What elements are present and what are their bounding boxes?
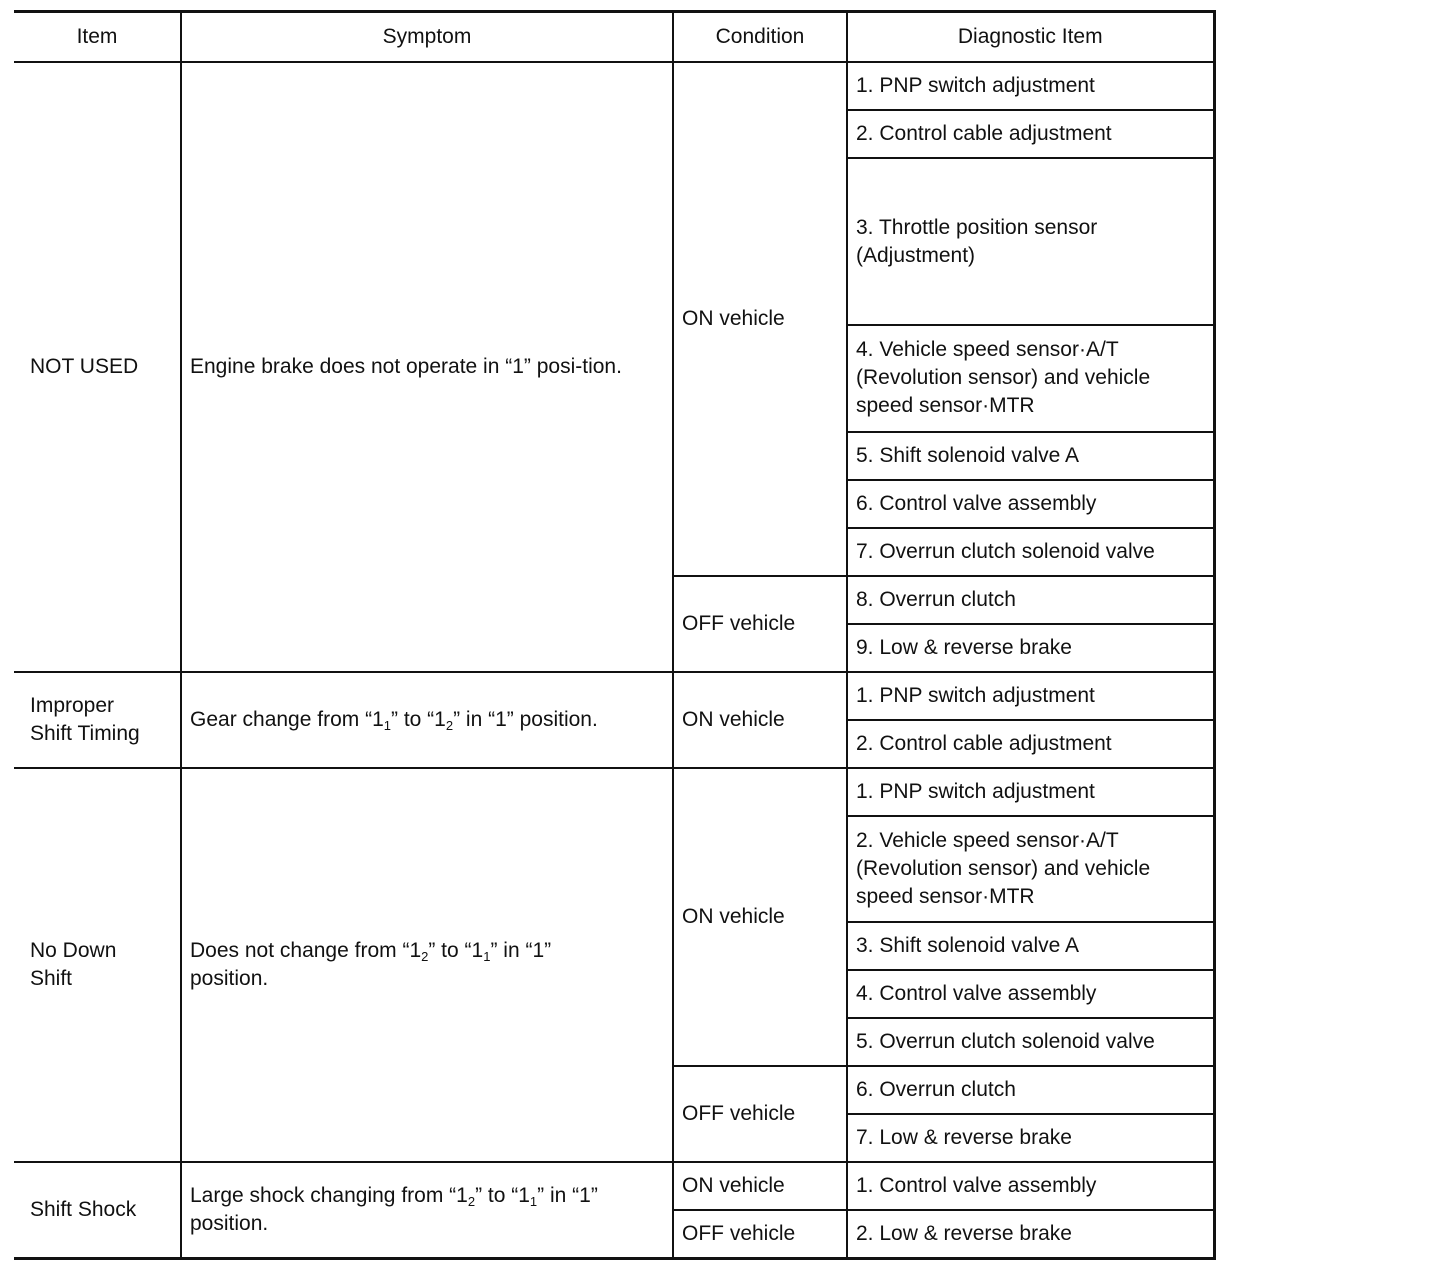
condition-cell: OFF vehicle xyxy=(673,576,847,672)
condition-cell: ON vehicle xyxy=(673,62,847,576)
header-condition: Condition xyxy=(673,12,847,63)
symptom-text: ” to “1 xyxy=(391,707,446,731)
symptom-text: ” to “1 xyxy=(428,939,484,963)
diagnostic-table xyxy=(14,10,1216,1260)
table-row xyxy=(14,62,1214,110)
item-line: No Down xyxy=(30,939,117,963)
subscript: 2 xyxy=(445,717,454,733)
table-row xyxy=(14,768,1214,816)
diagnostic-cell: 7. Low & reverse brake xyxy=(847,1114,1214,1162)
diagnostic-cell: 4. Control valve assembly xyxy=(847,970,1214,1018)
item-cell xyxy=(14,768,181,1163)
symptom-cell: Engine brake does not operate in “1” posi-tion. xyxy=(181,62,673,672)
subscript: 2 xyxy=(467,1194,476,1210)
diagnostic-cell: 1. PNP switch adjustment xyxy=(847,62,1214,110)
diagnostic-cell: 6. Overrun clutch xyxy=(847,1066,1214,1114)
diagnostic-cell: 3. Throttle position sensor (Adjustment) xyxy=(847,158,1214,325)
diagnostic-cell: 7. Overrun clutch solenoid valve xyxy=(847,528,1214,576)
symptom-text: ” in “1” position. xyxy=(453,707,598,731)
diagnostic-cell: 3. Shift solenoid valve A xyxy=(847,922,1214,970)
item-cell: Shift Shock xyxy=(14,1162,181,1258)
symptom-text: Does not change from “1 xyxy=(190,939,422,963)
diagnostic-cell: 2. Control cable adjustment xyxy=(847,720,1214,768)
subscript: 1 xyxy=(383,717,391,733)
item-cell: NOT USED xyxy=(14,62,181,672)
diagnostic-cell: 4. Vehicle speed sensor·A/T (Revolution sensor) and vehicle speed sensor·MTR xyxy=(847,325,1214,431)
diagnostic-cell: 8. Overrun clutch xyxy=(847,576,1214,624)
table-row xyxy=(14,672,1214,720)
symptom-text: Large shock changing from “1 xyxy=(190,1184,468,1208)
condition-cell: OFF vehicle xyxy=(673,1066,847,1162)
item-line: Shift xyxy=(30,967,73,991)
subscript: 2 xyxy=(421,949,429,965)
diagnostic-cell: 2. Vehicle speed sensor·A/T (Revolution sensor) and vehicle speed sensor·MTR xyxy=(847,816,1214,922)
condition-cell: OFF vehicle xyxy=(673,1210,847,1258)
subscript: 1 xyxy=(483,949,491,965)
diagnostic-cell: 2. Low & reverse brake xyxy=(847,1210,1214,1258)
diagnostic-cell: 5. Shift solenoid valve A xyxy=(847,432,1214,480)
symptom-cell xyxy=(181,672,673,768)
symptom-text: ” in “1” xyxy=(537,1184,598,1208)
header-item: Item xyxy=(14,12,181,63)
condition-cell: ON vehicle xyxy=(673,1162,847,1210)
item-line: Improper xyxy=(30,693,115,717)
item-line: Shift Timing xyxy=(30,721,140,745)
diagnostic-cell: 2. Control cable adjustment xyxy=(847,110,1214,158)
header-symptom: Symptom xyxy=(181,12,673,63)
table-header-row xyxy=(14,12,1214,63)
symptom-text: position. xyxy=(190,1212,269,1236)
symptom-text: ” to “1 xyxy=(475,1184,530,1208)
symptom-cell xyxy=(181,768,673,1163)
table-row xyxy=(14,1162,1214,1210)
subscript: 1 xyxy=(529,1194,538,1210)
header-diagnostic-item: Diagnostic Item xyxy=(847,12,1214,63)
symptom-text: ” in “1” xyxy=(490,939,552,963)
diagnostic-cell: 9. Low & reverse brake xyxy=(847,624,1214,672)
diagnostic-cell: 6. Control valve assembly xyxy=(847,480,1214,528)
symptom-text: position. xyxy=(190,967,269,991)
diagnostic-cell: 5. Overrun clutch solenoid valve xyxy=(847,1018,1214,1066)
symptom-cell xyxy=(181,1162,673,1258)
diagnostic-cell: 1. PNP switch adjustment xyxy=(847,672,1214,720)
symptom-text: Gear change from “1 xyxy=(190,707,384,731)
item-cell xyxy=(14,672,181,768)
diagnostic-cell: 1. PNP switch adjustment xyxy=(847,768,1214,816)
condition-cell: ON vehicle xyxy=(673,672,847,768)
diagnostic-cell: 1. Control valve assembly xyxy=(847,1162,1214,1210)
condition-cell: ON vehicle xyxy=(673,768,847,1067)
